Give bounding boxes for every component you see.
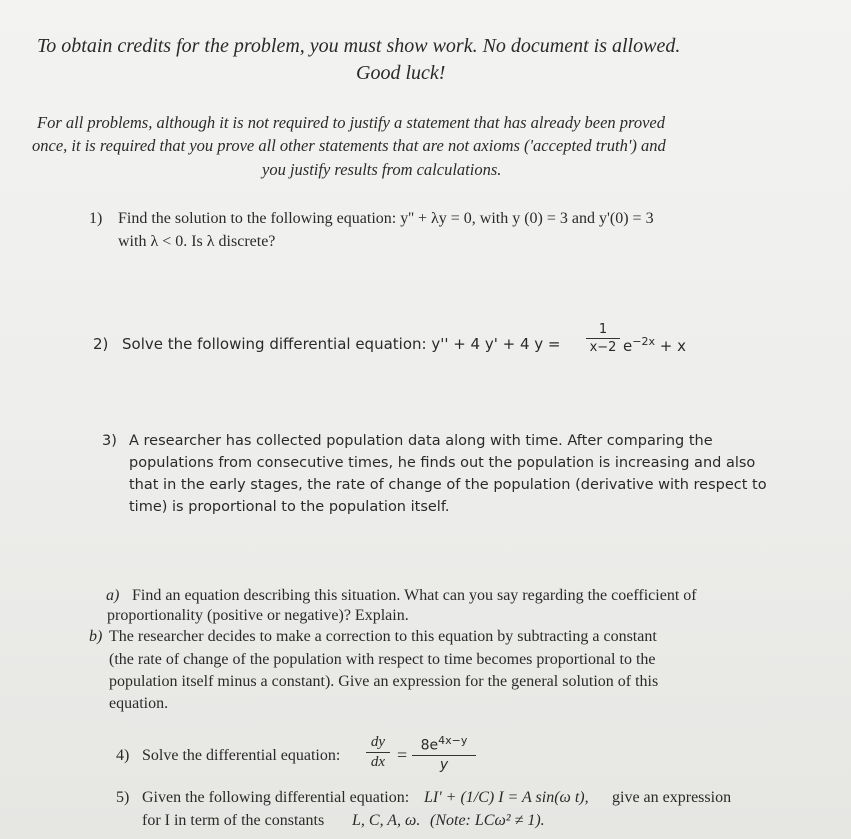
q3-line-3: that in the early stages, the rate of change of the population (derivative with respect to	[129, 477, 767, 493]
q3a-label: a)	[106, 587, 120, 604]
q5-line-1-eq: LI' + (1/C) I = A sin(ω t),	[424, 789, 589, 806]
q4-lhs-fraction	[366, 735, 390, 770]
q5-number: 5)	[116, 789, 130, 806]
q4-lhs-denominator: dx	[370, 754, 386, 770]
q4-equals: =	[397, 745, 408, 765]
q5-line-1-tail: give an expression	[612, 789, 732, 806]
q5-line-2-text: for I in term of the constants	[142, 812, 325, 829]
q3b-line-1: The researcher decides to make a correction to this equation by subtracting a constant	[109, 628, 657, 645]
q4-lhs-numerator: dy	[370, 734, 386, 750]
header-line-1: To obtain credits for the problem, you must show work. No document is allowed.	[37, 35, 681, 57]
q3-line-4: time) is proportional to the population itself.	[129, 499, 450, 515]
q4-rhs-bar	[412, 755, 476, 756]
q3-line-1: A researcher has collected population data along with time. After comparing the	[129, 433, 713, 449]
intro-line-2: once, it is required that you prove all other statements that are not axioms ('accepted truth') and	[32, 136, 666, 155]
q2-fraction-denominator: x−2	[589, 340, 617, 355]
q3a-line-1: Find an equation describing this situation. What can you say regarding the coefficient of	[132, 587, 697, 604]
q2-exponential	[623, 335, 686, 355]
q4-rhs-base: 8e	[420, 737, 439, 754]
q4-rhs-numerator	[412, 735, 476, 753]
q2-tail: + x	[659, 337, 686, 355]
intro-line-1: For all problems, although it is not required to justify a statement that has already been proved	[37, 113, 666, 132]
q5-line-1-text: Given the following differential equation:	[142, 789, 410, 806]
q4-text: Solve the differential equation:	[142, 747, 341, 764]
header-line-2: Good luck!	[356, 62, 446, 84]
q1-line-1: Find the solution to the following equation: y'' + λy = 0, with y (0) = 3 and y'(0) = 3	[118, 210, 654, 227]
q2-exp-base: e	[623, 337, 633, 355]
q4-number: 4)	[116, 747, 130, 764]
q2-exp-sup: −2x	[632, 335, 655, 348]
q3-number: 3)	[102, 433, 117, 449]
q1-number: 1)	[89, 210, 103, 227]
q4-rhs-denominator: y	[439, 756, 449, 773]
q3b-label: b)	[89, 628, 103, 645]
q2-fraction-bar	[586, 338, 620, 339]
q2-fraction	[586, 323, 620, 354]
q3-line-2: populations from consecutive times, he finds out the population is increasing and also	[129, 455, 756, 471]
q2-text: Solve the following differential equation: y'' + 4 y' + 4 y =	[122, 335, 561, 353]
q3a-line-2: proportionality (positive or negative)? Explain.	[107, 607, 409, 624]
q4-rhs-fraction	[412, 735, 476, 772]
intro-line-3: you justify results from calculations.	[262, 160, 502, 179]
q3b-line-2: (the rate of change of the population with respect to time becomes proportional to the	[109, 651, 656, 668]
q1-line-2: with λ < 0. Is λ discrete?	[118, 233, 276, 250]
q4-lhs-bar	[366, 752, 390, 753]
q5-line-2-note: (Note: LCω² ≠ 1).	[430, 812, 545, 829]
q5-line-2-constants: L, C, A, ω.	[352, 812, 421, 829]
q2-fraction-numerator: 1	[598, 322, 608, 337]
q4-rhs-sup: 4x−y	[438, 734, 468, 747]
q3b-line-4: equation.	[109, 695, 169, 712]
q2-number: 2)	[93, 335, 109, 353]
q3b-line-3: population itself minus a constant). Give an expression for the general solution of this	[109, 673, 659, 690]
